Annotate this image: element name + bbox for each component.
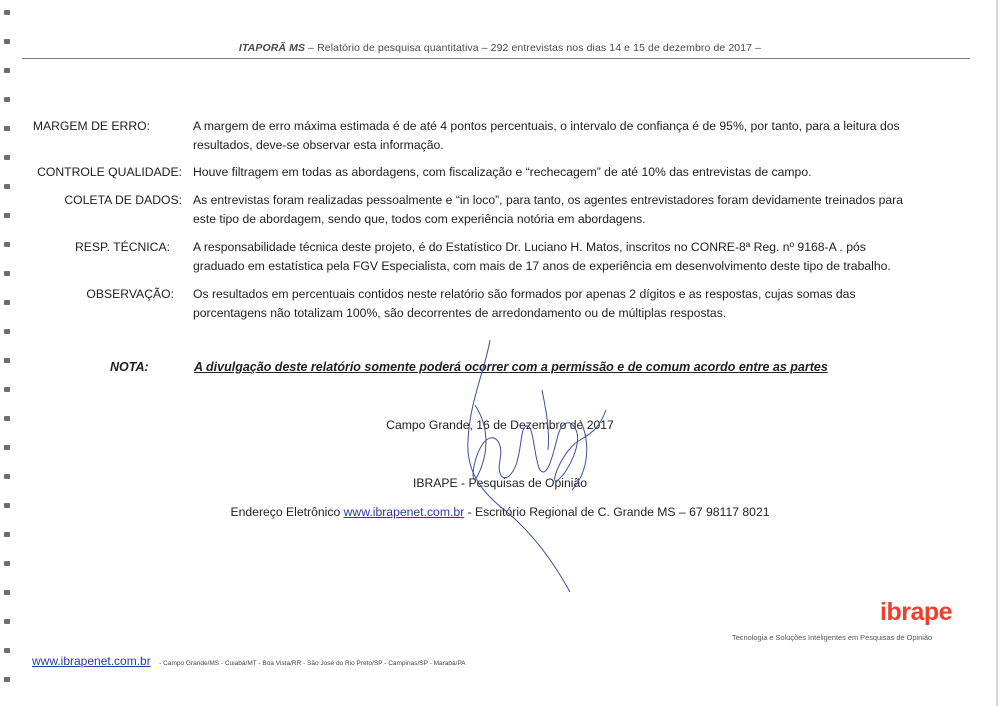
header-description: Relatório de pesquisa quantitativa – 292 entrevistas nos dias 14 e 15 de dezembro de 2017 – (317, 42, 762, 54)
section-text (193, 117, 963, 154)
binding-hole (4, 184, 10, 189)
scan-binding-holes (4, 0, 12, 706)
binding-hole (4, 445, 10, 450)
page-header (0, 42, 1000, 54)
section-text-line: este tipo de abordagem, sendo que, todos com experiência notória em abordagens. (193, 211, 646, 226)
binding-hole (4, 213, 10, 218)
section-label: MARGEM DE ERRO: (32, 119, 150, 133)
contact-suffix: - Escritório Regional de C. Grande MS – 67 98117 8021 (464, 505, 770, 519)
section-text-line: Os resultados em percentuais contidos neste relatório são formados por apenas 2 dígitos e as respostas, cujas somas das (193, 287, 856, 301)
header-city: ITAPORÃ MS (238, 42, 306, 54)
section-text-line: graduado em estatística pela FGV Especialista, com mais de 17 anos de experiência em desenvolvimento deste tipo de trabalho. (193, 258, 891, 273)
binding-hole (4, 619, 10, 624)
section-text-line: resultados, deve-se observar esta informação. (193, 137, 444, 152)
company-name: IBRAPE - Pesquisas de Opinião (412, 476, 588, 490)
section-text-line: Houve filtragem em todas as abordagens, com fiscalização e “rechecagem” de até 10% das entrevistas de campo. (193, 165, 812, 179)
section-text (193, 191, 963, 228)
section-text-line: As entrevistas foram realizadas pessoalmente e “in loco”, para tanto, os agentes entrevistadores foram devidamente treinados para (193, 193, 903, 207)
nota-text: A divulgação deste relatório somente poderá ocorrer com a permissão e de comum acordo entre as partes (194, 360, 828, 374)
place-date: Campo Grande, 16 de Dezembro de 2017 (386, 418, 614, 432)
binding-hole (4, 677, 10, 682)
binding-hole (4, 329, 10, 334)
binding-hole (4, 358, 10, 363)
section-label: OBSERVAÇÃO: (86, 287, 174, 301)
section-text (193, 285, 963, 322)
binding-hole (4, 271, 10, 276)
website-link[interactable]: www.ibrapenet.com.br (343, 505, 465, 519)
logo-tagline: Tecnologia e Soluções Inteligentes em Pesquisas de Opinião (732, 633, 933, 642)
binding-hole (4, 561, 10, 566)
section-text-line: A margem de erro máxima estimada é de até 4 pontos percentuais, o intervalo de confiança é de 95%, por tanto, para a leitura dos (193, 119, 900, 133)
ibrape-logo: ibrape (880, 598, 953, 626)
handwritten-signature (430, 330, 630, 600)
binding-hole (4, 648, 10, 653)
section-label: RESP. TÉCNICA: (74, 240, 170, 254)
nota-label: NOTA: (110, 360, 149, 374)
section-text-line: porcentagens não totalizam 100%, são decorrentes de arredondamento ou de múltiplas respostas. (193, 305, 727, 320)
binding-hole (4, 532, 10, 537)
contact-prefix: Endereço Eletrônico (230, 505, 344, 519)
footer-cities: - Campo Grande/MS - Cuiabá/MT - Boa Vista/RR - São José do Rio Preto/SP - Campinas/SP - Marabá/PA (159, 660, 466, 667)
binding-hole (4, 590, 10, 595)
section-text (193, 163, 963, 182)
footer-website-link[interactable]: www.ibrapenet.com.br (32, 654, 151, 668)
scan-edge (996, 0, 998, 706)
section-text-line: A responsabilidade técnica deste projeto, é do Estatístico Dr. Luciano H. Matos, inscritos no CONRE-8ª Reg. nº 9168-A . pós (193, 240, 866, 254)
binding-hole (4, 387, 10, 392)
section-label: CONTROLE QUALIDADE: (37, 165, 182, 179)
header-separator: – (308, 42, 315, 54)
section-label: COLETA DE DADOS: (64, 193, 182, 207)
binding-hole (4, 10, 10, 15)
binding-hole (4, 97, 10, 102)
section-text (193, 238, 963, 275)
binding-hole (4, 68, 10, 73)
page-footer (32, 652, 466, 670)
binding-hole (4, 155, 10, 160)
header-rule (22, 58, 970, 59)
